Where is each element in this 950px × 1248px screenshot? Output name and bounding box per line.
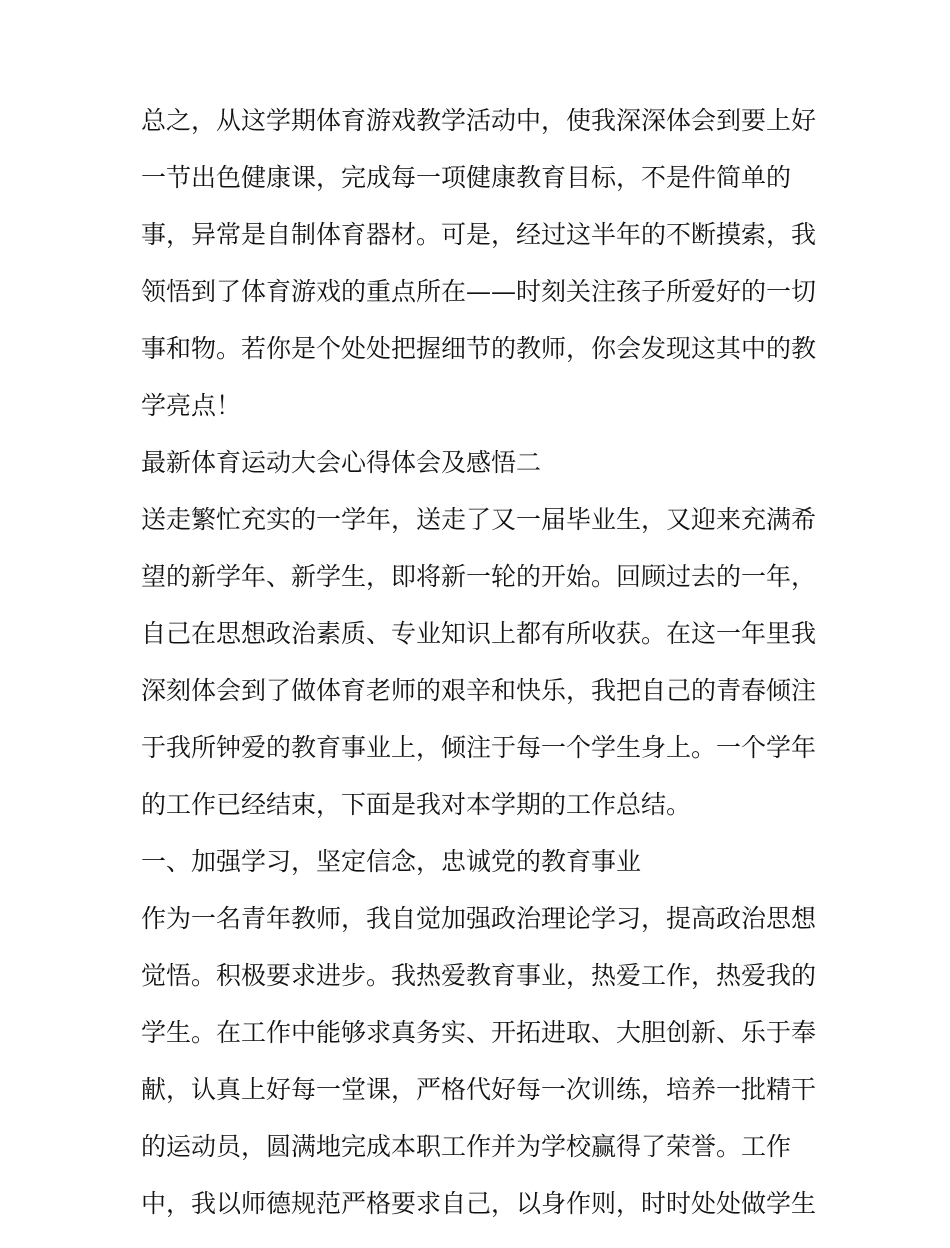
text-line: 中，我以师德规范严格要求自己，以身作则，时时处处做学生 — [141, 1189, 817, 1218]
text-line: 深刻体会到了做体育老师的艰辛和快乐，我把自己的青春倾注 — [141, 676, 817, 705]
text-line: 学生。在工作中能够求真务实、开拓进取、大胆创新、乐于奉 — [141, 1018, 817, 1047]
text-line: 一节出色健康课，完成每一项健康教育目标，不是件简单的 — [141, 163, 792, 192]
text-line: 的工作已经结束，下面是我对本学期的工作总结。 — [141, 790, 692, 819]
text-line: 送走繁忙充实的一学年，送走了又一届毕业生，又迎来充满希 — [141, 505, 817, 534]
text-line: 学亮点！ — [141, 391, 242, 420]
text-line: 于我所钟爱的教育事业上，倾注于每一个学生身上。一个学年 — [141, 733, 817, 762]
text-line: 觉悟。积极要求进步。我热爱教育事业，热爱工作，热爱我的 — [141, 961, 817, 990]
section-heading: 一、加强学习，坚定信念，忠诚党的教育事业 — [141, 847, 642, 876]
text-line: 总之，从这学期体育游戏教学活动中，使我深深体会到要上好 — [141, 106, 817, 135]
text-line: 事，异常是自制体育器材。可是，经过这半年的不断摸索，我 — [141, 220, 817, 249]
text-line: 领悟到了体育游戏的重点所在——时刻关注孩子所爱好的一切 — [141, 277, 817, 306]
text-line: 作为一名青年教师，我自觉加强政治理论学习，提高政治思想 — [141, 904, 817, 933]
text-line: 望的新学年、新学生，即将新一轮的开始。回顾过去的一年， — [141, 562, 817, 591]
document-body — [141, 108, 821, 1248]
text-line: 事和物。若你是个处处把握细节的教师，你会发现这其中的教 — [141, 334, 817, 363]
text-line: 献，认真上好每一堂课，严格代好每一次训练，培养一批精干 — [141, 1075, 817, 1104]
text-line: 的运动员，圆满地完成本职工作并为学校赢得了荣誉。工作 — [141, 1132, 792, 1161]
section-heading: 最新体育运动大会心得体会及感悟二 — [141, 448, 542, 477]
text-line: 自己在思想政治素质、专业知识上都有所收获。在这一年里我 — [141, 619, 817, 648]
